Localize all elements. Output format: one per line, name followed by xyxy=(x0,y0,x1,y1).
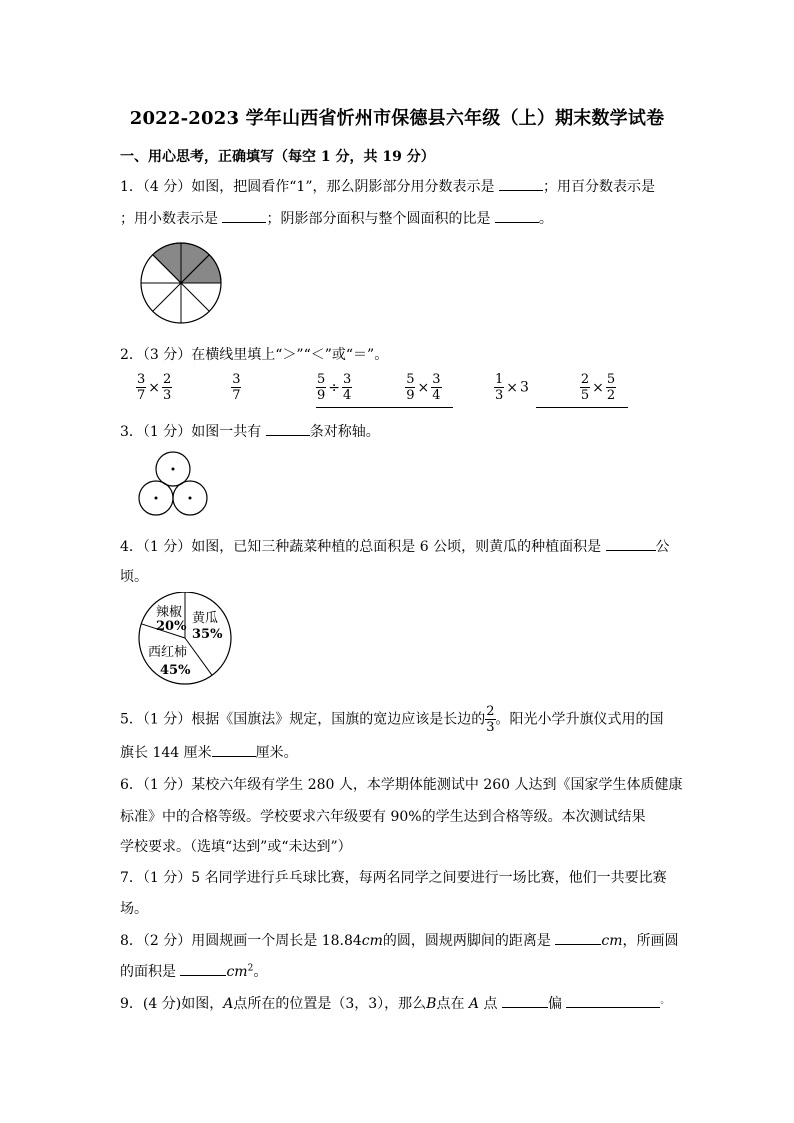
question-3: 3．（1 分）如图一共有 条对称轴。 xyxy=(120,421,380,441)
answer-blank[interactable] xyxy=(606,536,656,551)
pie-percent-cucumber: 35% xyxy=(192,627,223,642)
answer-blank[interactable] xyxy=(555,930,601,945)
answer-line xyxy=(316,407,453,408)
question-5-line-1: 5．（1 分）根据《国旗法》规定，国旗的宽边应该是长边的 $\frac{2}{3}$ 。阳光小学升旗仪式用的国 xyxy=(120,704,664,735)
pie-label-tomato: 西红柿 xyxy=(148,645,188,660)
question-1-line-1: 1．（4 分）如图，把圆看作“1”，那么阴影部分用分数表示是 ；用百分数表示是 xyxy=(120,176,655,196)
answer-blank[interactable] xyxy=(502,993,548,1008)
question-9-line-1: 9．(4 分)如图，A点所在的位置是（3，3），那么B点在 A 点 偏 。 xyxy=(120,993,669,1013)
question-7-line-2: 场。 xyxy=(120,901,148,917)
question-7-line-1: 7．（1 分）5 名同学进行乒乓球比赛，每两名同学之间要进行一场比赛，他们一共要比赛 xyxy=(120,870,667,886)
pie-label-cucumber: 黄瓜 xyxy=(192,611,219,626)
question-4-line-1: 4．（1 分）如图，已知三种蔬菜种植的总面积是 6 公顷，则黄瓜的种植面积是 公 xyxy=(120,536,670,556)
compare-expression-1: $\frac{3}{7}$ × $\frac{2}{3}$ $\frac{3}{7}$ xyxy=(137,372,241,403)
section-heading: 一、用心思考，正确填写（每空 1 分，共 19 分） xyxy=(120,149,435,165)
page-title: 2022-2023 学年山西省忻州市保德县六年级（上）期末数学试卷 xyxy=(129,108,665,129)
compare-expression-3: $\frac{1}{3}$ × 3 $\frac{2}{5}$ × $\frac{5}{2}$ xyxy=(495,372,616,403)
question-8-line-2: 的面积是 $cm^2$。 xyxy=(120,961,267,981)
vegetable-pie-chart xyxy=(134,592,238,688)
answer-line xyxy=(536,407,628,408)
answer-blank[interactable] xyxy=(177,378,227,392)
question-1-line-2: ；用小数表示是 ；阴影部分面积与整个圆面积的比是 。 xyxy=(120,208,553,228)
question-8-line-1: 8．（2 分）用圆规画一个周长是 18.84cm的圆，圆规两脚间的距离是 cm，所画圆 xyxy=(120,930,679,950)
answer-blank[interactable] xyxy=(180,961,226,976)
answer-blank[interactable] xyxy=(266,421,310,436)
question-6-line-1: 6．（1 分）某校六年级有学生 280 人，本学期体能测试中 260 人达到《国家学生体质健康 xyxy=(120,777,683,793)
compare-expression-2: $\frac{5}{9}$ ÷ $\frac{3}{4}$ $\frac{5}{9}$ × $\frac{3}{4}$ xyxy=(317,372,441,403)
three-circles-figure xyxy=(136,450,210,520)
question-4-line-2: 顷。 xyxy=(120,569,148,585)
answer-blank[interactable] xyxy=(499,176,543,191)
answer-blank[interactable] xyxy=(222,208,266,223)
answer-blank[interactable] xyxy=(495,208,539,223)
answer-blank[interactable] xyxy=(566,993,660,1008)
pie-percent-pepper: 20% xyxy=(156,619,187,634)
question-6-line-3: 学校要求。（选填“达到”或“未达到”） xyxy=(120,839,352,855)
question-6-line-2: 标准》中的合格等级。学校要求六年级要有 90%的学生达到合格等级。本次测试结果 xyxy=(120,809,646,825)
question-2-text: 2．（3 分）在横线里填上“＞”“＜”或“＝”。 xyxy=(120,347,389,363)
circle-eighths-figure xyxy=(136,238,228,330)
pie-label-pepper: 辣椒 xyxy=(156,605,183,620)
pie-percent-tomato: 45% xyxy=(160,663,191,678)
answer-blank[interactable] xyxy=(212,742,256,757)
question-5-line-2: 旗长 144 厘米 厘米。 xyxy=(120,742,298,762)
